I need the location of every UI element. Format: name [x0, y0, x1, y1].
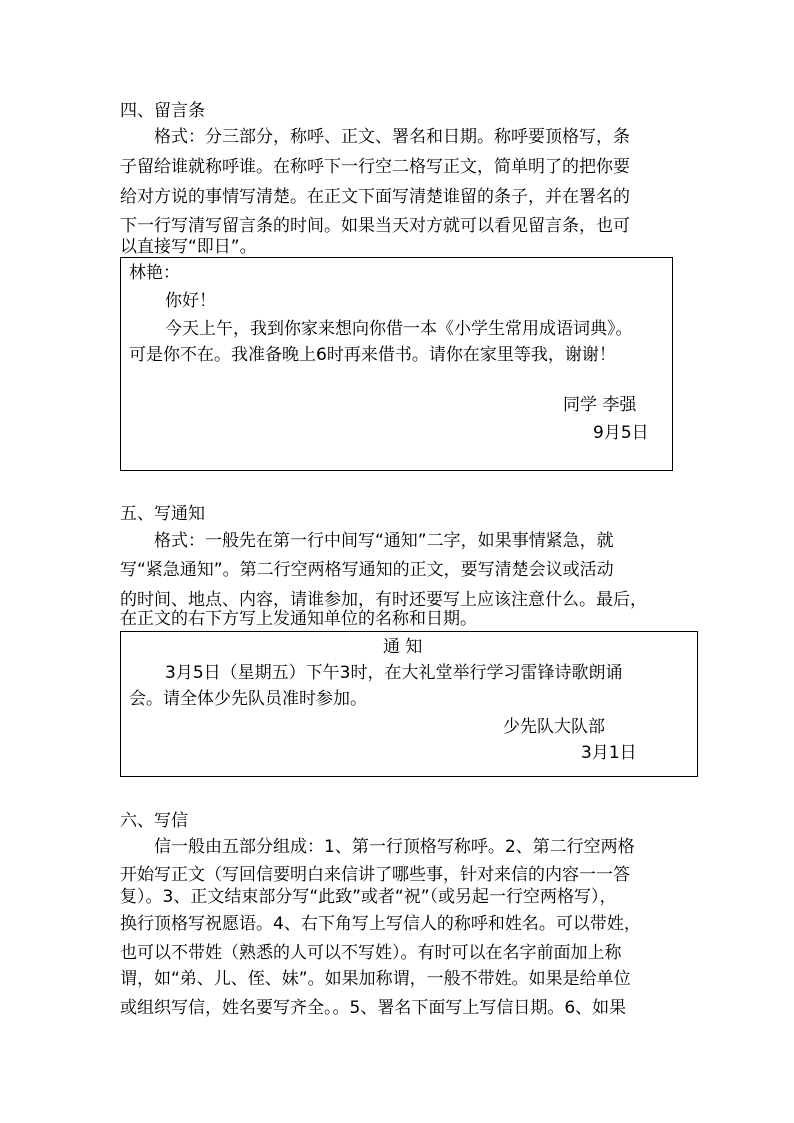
paragraph-line: 也可以不带姓（熟悉的人可以不写姓）。有时可以在名字前面加上称: [120, 943, 622, 963]
paragraph-line: 给对方说的事情写清楚。在正文下面写清楚谁留的条子，并在署名的: [120, 187, 630, 207]
paragraph-line: 格式：一般先在第一行中间写“通知”二字，如果事情紧急，就: [154, 531, 614, 551]
note-body-line: 可是你不在。我准备晚上6时再来借书。请你在家里等我，谢谢！: [129, 345, 616, 365]
notice-title: 通 知: [383, 637, 423, 657]
section-heading-note: 四、留言条: [120, 101, 205, 121]
paragraph-line: 或组织写信，姓名要写齐全。。5、署名下面写上写信日期。6、如果: [120, 998, 627, 1018]
notice-body-line: 3月5日（星期五）下午3时，在大礼堂举行学习雷锋诗歌朗诵: [165, 663, 623, 683]
section-heading-letter: 六、写信: [120, 811, 188, 831]
note-example-box: [120, 257, 673, 471]
paragraph-line: 在正文的右下方写上发通知单位的名称和日期。: [120, 609, 477, 629]
paragraph-line: 的时间、地点、内容，请谁参加，有时还要写上应该注意什么。最后，: [120, 590, 647, 610]
note-signature: 同学 李强: [563, 395, 637, 415]
notice-signature: 少先队大队部: [503, 717, 605, 737]
note-salutation: 林艳：: [129, 263, 180, 283]
note-greeting: 你好！: [165, 291, 216, 311]
paragraph-line: 复）。3、正文结束部分写“此致”或者“祝”（或另起一行空两格写），: [120, 887, 617, 907]
paragraph-line: 子留给谁就称呼谁。在称呼下一行空二格写正文，简单明了的把你要: [120, 157, 630, 177]
paragraph-line: 信一般由五部分组成：1、第一行顶格写称呼。2、第二行空两格: [154, 837, 635, 857]
paragraph-line: 换行顶格写祝愿语。4、右下角写上写信人的称呼和姓名。可以带姓，: [120, 914, 641, 934]
notice-example-box: [120, 631, 698, 777]
section-heading-notice: 五、写通知: [120, 504, 205, 524]
notice-body-line: 会。请全体少先队员准时参加。: [129, 689, 367, 709]
paragraph-line: 下一行写清写留言条的时间。如果当天对方就可以看见留言条，也可: [120, 216, 630, 236]
note-date: 9月5日: [593, 423, 649, 443]
paragraph-line: 写“紧急通知”。第二行空两格写通知的正文，要写清楚会议或活动: [120, 560, 614, 580]
paragraph-line: 格式：分三部分，称呼、正文、署名和日期。称呼要顶格写，条: [154, 127, 630, 147]
note-body-line: 今天上午，我到你家来想向你借一本《小学生常用成语词典》。: [165, 319, 633, 339]
notice-date: 3月1日: [581, 743, 637, 763]
paragraph-line: 谓，如“弟、儿、侄、妹”。如果加称谓，一般不带姓。如果是给单位: [120, 969, 631, 989]
paragraph-line: 以直接写“即日”。: [120, 237, 257, 257]
paragraph-line: 开始写正文（写回信要明白来信讲了哪些事，针对来信的内容一一答: [120, 865, 630, 885]
